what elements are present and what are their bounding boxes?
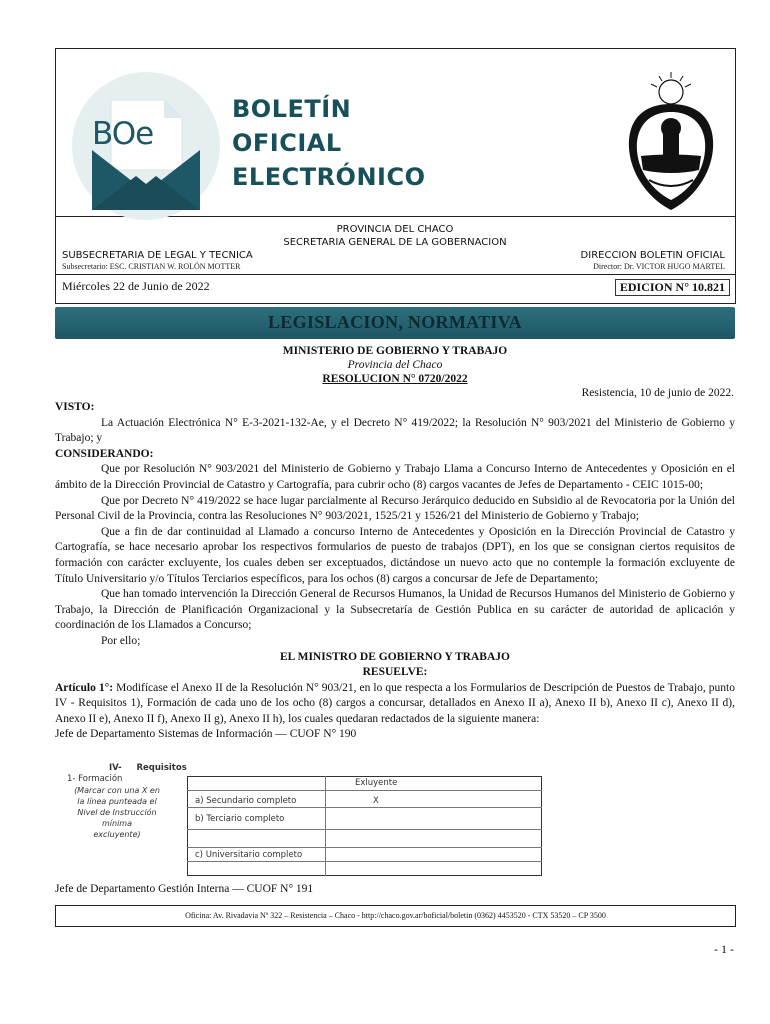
boe-title-line: ELECTRÓNICO bbox=[232, 163, 426, 191]
boe-title bbox=[232, 92, 425, 194]
province-name: PROVINCIA DEL CHACO bbox=[336, 224, 454, 235]
visto-label: VISTO: bbox=[55, 401, 95, 413]
job-title-2: Jefe de Departamento Gestión Interna — CUOF N° 191 bbox=[55, 883, 314, 895]
footer-text: Oficina: Av. Rivadavia Nº 322 – Resistencia – Chaco - http://chaco.gov.ar/boficial/boletin (0362) 4453520 - CTX 53520 – CP 3500 bbox=[185, 911, 606, 920]
considerando-paragraph: Que a fin de dar continuidad al Llamado a concurso Interno de Antecedentes y Oposición en la Dirección Provincial de Catastro y Cartografía, se hace necesario aprobar los respectivos formularios de puesto de trabajos (DPT), en los que se consignan ciertos requisitos de formación con carácter excluyente, los cuales deben ser exceptuados, dictándose un nuevo acto que no contemple la formación excluyente de Título Universitario y/o Títulos Terciarios específicos, para los ochos (8) cargos a concursar de Jefe de Departamento; bbox=[55, 525, 735, 585]
table-row-label: c) Universitario completo bbox=[195, 850, 303, 860]
minister-heading: EL MINISTRO DE GOBIERNO Y TRABAJO bbox=[280, 650, 510, 663]
table-row-divider bbox=[187, 829, 542, 830]
place-date: Resistencia, 10 de junio de 2022. bbox=[581, 387, 734, 399]
formacion-note bbox=[55, 785, 179, 840]
resuelve-heading: RESUELVE: bbox=[362, 666, 428, 679]
article-text: Modifícase el Anexo II de la Resolución N° 903/21, en lo que respecta a los Formularios de Descripción de Puestos de Trabajo, punto IV - Requisitos 1), Formación de cada uno de los ocho (8) cargos a concursar, detallados en Anexo II a), Anexo II b), Anexo II c), Anexo II d), Anexo II e), Anexo II f), Anexo II g), Anexo II h), los cuales quedaran redactados de la siguiente manera: bbox=[55, 681, 736, 725]
logo-text: BOe bbox=[92, 116, 154, 152]
table-row-divider bbox=[187, 861, 542, 862]
boe-title-line: BOLETÍN bbox=[232, 95, 352, 123]
left-office: SUBSECRETARIA DE LEGAL Y TECNICA bbox=[62, 250, 253, 261]
secretariat-name: SECRETARIA GENERAL DE LA GOBERNACION bbox=[283, 237, 507, 248]
considerando-paragraph: Que por Decreto N° 419/2022 se hace lugar parcialmente al Recurso Jerárquico deducido en Subsidio al de Revocatoria por la Unión del Personal Civil de la Provincia, contra las Resoluciones N° 903/2021, 1525/21 y 1526/21 del Ministerio de Gobierno y Trabajo; bbox=[55, 494, 735, 523]
requirements-heading bbox=[109, 763, 187, 773]
heading-text: Requisitos bbox=[136, 763, 187, 773]
left-person: Subsecretario: ESC. CRISTIAN W. ROLÓN MOTTER bbox=[62, 262, 241, 271]
table-row-mark: X bbox=[373, 796, 379, 806]
document-body bbox=[55, 400, 735, 743]
section-band bbox=[55, 307, 735, 339]
formacion-label: 1- Formación bbox=[67, 774, 123, 784]
job-title-1: Jefe de Departamento Sistemas de Información — CUOF N° 190 bbox=[55, 728, 357, 741]
ministry-heading: MINISTERIO DE GOBIERNO Y TRABAJO bbox=[282, 345, 508, 357]
right-person: Director: Dr. VICTOR HUGO MARTEL bbox=[593, 262, 725, 271]
note-line: (Marcar con una X en bbox=[74, 786, 160, 795]
considerando-label: CONSIDERANDO: bbox=[55, 447, 154, 460]
table-row-label: a) Secundario completo bbox=[195, 796, 297, 806]
boe-title-line: OFICIAL bbox=[232, 129, 342, 157]
note-line: la línea punteada el bbox=[77, 797, 157, 806]
heading-prefix: IV- bbox=[109, 763, 122, 773]
right-office: DIRECCION BOLETIN OFICIAL bbox=[580, 250, 725, 261]
article-label: Artículo 1°: bbox=[55, 681, 114, 694]
page-number: - 1 - bbox=[714, 942, 734, 956]
note-line: mínima bbox=[101, 819, 132, 828]
table-row-label: b) Terciario completo bbox=[195, 814, 285, 824]
coat-of-arms-icon bbox=[619, 70, 723, 214]
article-1 bbox=[55, 681, 735, 728]
considerando-paragraph: Que por Resolución N° 903/2021 del Ministerio de Gobierno y Trabajo Llama a Concurso Interno de Antecedentes y Oposición en el ámbito de la Dirección Provincial de Catastro y Cartografía, para cubrir ocho (8) cargos vacantes de Jefes de Departamento - CEIC 1015-00; bbox=[55, 463, 735, 491]
province-subheading: Provincia del Chaco bbox=[347, 359, 443, 371]
footer bbox=[55, 905, 736, 927]
issue-date: Miércoles 22 de Junio de 2022 bbox=[62, 279, 210, 293]
section-title: LEGISLACION, NORMATIVA bbox=[268, 312, 522, 332]
header-divider bbox=[55, 274, 736, 275]
resolution-number: RESOLUCION N° 0720/2022 bbox=[322, 373, 468, 385]
requirements-form bbox=[55, 763, 495, 881]
visto-paragraph: La Actuación Electrónica N° E-3-2021-132-Ae, y el Decreto N° 419/2022; la Resolución N° 903/2021 del Ministerio de Gobierno y Trabajo; y bbox=[55, 416, 735, 445]
table-column-divider bbox=[325, 776, 326, 876]
considerando-paragraph: Por ello; bbox=[101, 634, 141, 647]
column-header: Exluyente bbox=[355, 778, 398, 788]
table-row-divider bbox=[187, 847, 542, 848]
note-line: Nivel de Instrucción bbox=[77, 808, 157, 817]
note-line: excluyente) bbox=[93, 830, 141, 839]
envelope-icon bbox=[86, 92, 206, 214]
considerando-paragraph: Que han tomado intervención la Dirección General de Recursos Humanos, la Unidad de Recursos Humanos del Ministerio de Gobierno y Trabajo, la Dirección de Planificación Organizacional y la Subsecretaría de Gestión Publica en su carácter de autoridad de aplicación y coordinación de los Llamados a Concurso; bbox=[55, 588, 735, 632]
edition-number: EDICION N° 10.821 bbox=[615, 279, 730, 296]
table-row-divider bbox=[187, 790, 542, 791]
table-row-divider bbox=[187, 807, 542, 808]
